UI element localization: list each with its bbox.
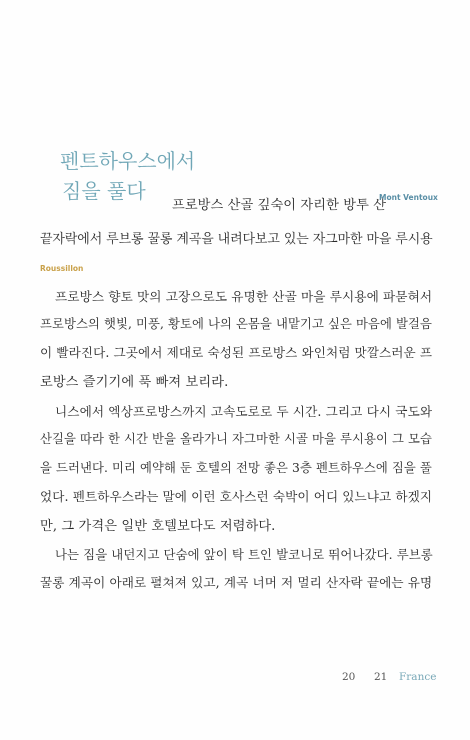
body-line-6: 로방스 즐기기에 푹 빠져 보리라.	[40, 375, 229, 390]
body-line-10: 었다. 펜트하우스라는 말에 이런 호사스런 숙박이 어디 있느냐고 하겠지	[40, 489, 433, 504]
body-line-5: 이 빨라진다. 그곳에서 제대로 숙성된 프로방스 와인처럼 맛깔스러운 프	[40, 345, 433, 360]
gloss-roussillon: Roussillon	[40, 264, 84, 273]
body-line-7: 니스에서 엑상프로방스까지 고속도로로 두 시간. 그리고 다시 국도와	[55, 404, 433, 419]
body-line-4: 프로방스의 햇빛, 미풍, 황토에 나의 온몸을 내맡기고 싶은 마음에 발걸음	[40, 317, 432, 331]
section-name: France	[399, 671, 437, 683]
body-line-13: 꿀롱 계곡이 아래로 펼쳐져 있고, 계곡 너머 저 멀리 산자락 끝에는 유명	[40, 575, 433, 590]
body-line-3: 프로방스 향토 맛의 고장으로도 유명한 산골 마을 루시용에 파묻혀서	[55, 289, 433, 304]
body-line-2: 끝자락에서 루브롱 꿀롱 계곡을 내려다보고 있는 자그마한 마을 루시용	[40, 232, 433, 247]
page-number-right: 21	[374, 671, 388, 683]
body-line-12: 나는 짐을 내던지고 단숨에 앞이 탁 트인 발코니로 뛰어나갔다. 루브롱	[55, 548, 433, 562]
gloss-mont-ventoux: Mont Ventoux	[379, 193, 438, 202]
body-line-9: 을 드러낸다. 미리 예약해 둔 호텔의 전망 좋은 3층 펜트하우스에 짐을 풀	[40, 461, 432, 475]
heading-line-2: 짐을 풀다	[62, 179, 146, 203]
body-line-8: 산길을 따라 한 시간 반을 올라가니 자그마한 시골 마을 루시용이 그 모습	[40, 432, 432, 446]
page-number-left: 20	[342, 671, 356, 683]
body-line-11: 만, 그 가격은 일반 호텔보다도 저렴하다.	[40, 519, 276, 534]
heading-line-1: 펜트하우스에서	[60, 149, 196, 173]
body-line-1: 프로방스 산골 깊숙이 자리한 방투 산	[172, 198, 387, 213]
